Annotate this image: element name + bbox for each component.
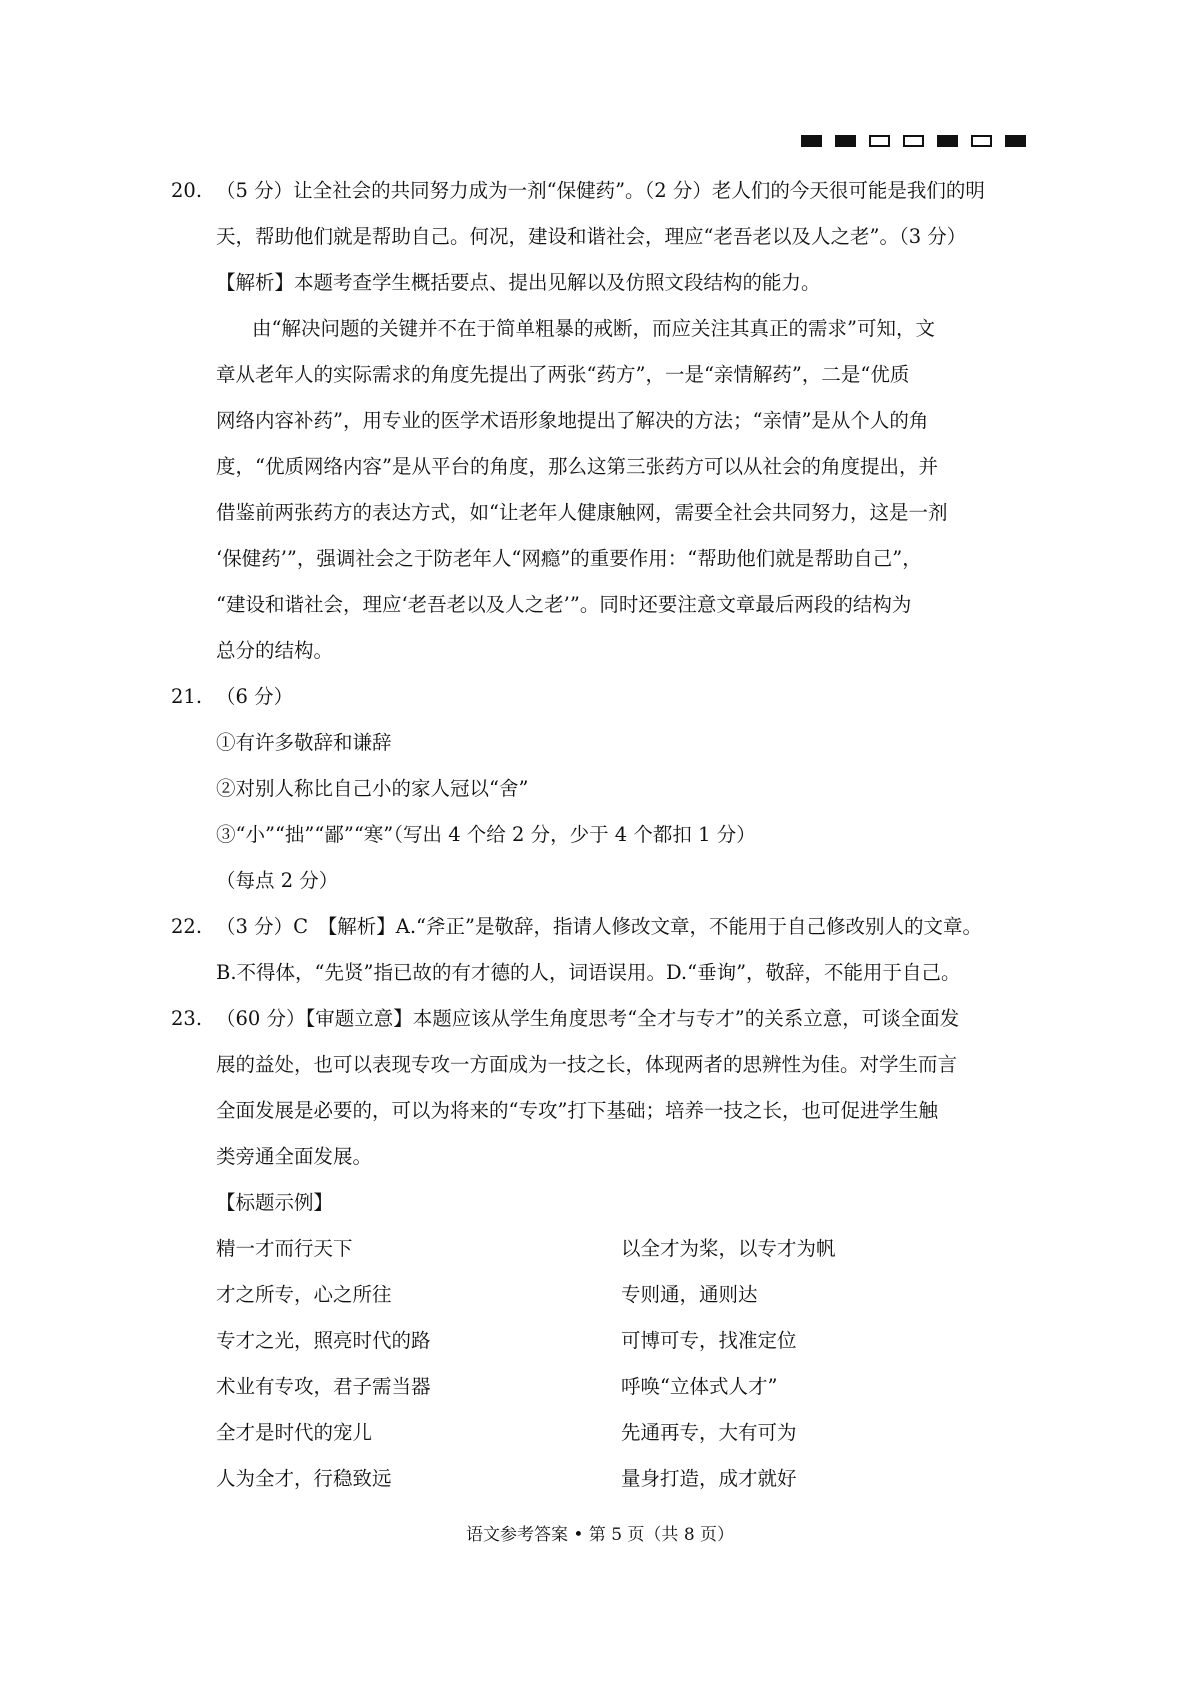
title-example-row [171, 1272, 1037, 1318]
title-example: 人为全才，行稳致远 [216, 1467, 392, 1490]
q23-answer-line: （60 分）【审题立意】本题应该从学生角度思考“全才与专才”的关系立意，可谈全面发 [216, 1007, 960, 1030]
title-example-row [171, 1410, 1037, 1456]
q21-note: （每点 2 分） [216, 869, 339, 892]
q22-answer-line1: （3 分）C 【解析】A.“斧正”是敬辞，指请人修改文章，不能用于自己修改别人的文章。 [216, 915, 982, 938]
q22-number: 22. [171, 915, 203, 938]
q20-explain-line: 度，“优质网络内容”是从平台的角度，那么这第三张药方可以从社会的角度提出，并 [216, 455, 938, 478]
title-example: 专则通，通则达 [621, 1283, 758, 1306]
title-example: 先通再专，大有可为 [621, 1421, 797, 1444]
q20-number: 20. [171, 179, 203, 202]
title-example: 量身打造，成才就好 [621, 1467, 797, 1490]
title-example: 术业有专攻，君子需当器 [216, 1375, 431, 1398]
q20-explain-line: ‘保健药’”，强调社会之于防老年人“网瘾”的重要作用：“帮助他们就是帮助自己”， [216, 547, 922, 570]
q20-analysis: 【解析】本题考查学生概括要点、提出见解以及仿照文段结构的能力。 [216, 271, 821, 294]
q23-line [171, 996, 1037, 1042]
header-mark [801, 135, 822, 147]
answer-content [171, 168, 1037, 1502]
q20-explain-line: 借鉴前两张药方的表达方式，如“让老年人健康触网，需要全社会共同努力，这是一剂 [216, 501, 948, 524]
q20-explain-line: 章从老年人的实际需求的角度先提出了两张“药方”，一是“亲情解药”，二是“优质 [216, 363, 910, 386]
q23-answer-line: 展的益处，也可以表现专攻一方面成为一技之长，体现两者的思辨性为佳。对学生而言 [216, 1053, 958, 1076]
q20-answer-line1: （5 分）让全社会的共同努力成为一剂“保健药”。（2 分）老人们的今天很可能是我们的明 [216, 179, 985, 202]
q20-explain-line: 总分的结构。 [216, 639, 334, 662]
header-mark [835, 135, 856, 147]
q20-answer-line2: 天，帮助他们就是帮助自己。何况，建设和谐社会，理应“老吾老以及人之老”。（3 分） [216, 225, 967, 248]
q23-answer-line: 全面发展是必要的，可以为将来的“专攻”打下基础；培养一技之长，也可促进学生触 [216, 1099, 938, 1122]
q22-line [171, 904, 1037, 950]
header-mark [1005, 135, 1026, 147]
title-example: 专才之光，照亮时代的路 [216, 1329, 431, 1352]
title-example-row [171, 1226, 1037, 1272]
q21-line [171, 674, 1037, 720]
header-mark [971, 135, 992, 147]
header-mark [937, 135, 958, 147]
q23-number: 23. [171, 1007, 203, 1030]
title-example-row [171, 1456, 1037, 1502]
q23-answer-line: 类旁通全面发展。 [216, 1145, 373, 1168]
title-example-row [171, 1364, 1037, 1410]
q20-line [171, 168, 1037, 214]
title-example: 精一才而行天下 [216, 1237, 353, 1260]
q21-point: ③“小”“拙”“鄙”“寒”（写出 4 个给 2 分，少于 4 个都扣 1 分） [216, 823, 756, 846]
title-example: 呼唤“立体式人才” [621, 1375, 778, 1398]
header-marks [801, 135, 1026, 147]
q20-explain-line: 由“解决问题的关键并不在于简单粗暴的戒断，而应关注其真正的需求”可知，文 [252, 317, 935, 340]
q20-explain-line: 网络内容补药”，用专业的医学术语形象地提出了解决的方法；“亲情”是从个人的角 [216, 409, 929, 432]
q21-point: ①有许多敬辞和谦辞 [216, 731, 392, 754]
q20-explain-line: “建设和谐社会，理应‘老吾老以及人之老’”。同时还要注意文章最后两段的结构为 [216, 593, 912, 616]
q21-point: ②对别人称比自己小的家人冠以“舍” [216, 777, 529, 800]
title-example: 可博可专，找准定位 [621, 1329, 797, 1352]
page-footer: 语文参考答案 • 第 5 页（共 8 页） [465, 1525, 735, 1545]
header-mark [869, 135, 890, 147]
q21-number: 21. [171, 685, 203, 708]
title-example: 才之所专，心之所往 [216, 1283, 392, 1306]
title-example: 全才是时代的宠儿 [216, 1421, 373, 1444]
q22-answer-line2: B.不得体，“先贤”指已故的有才德的人，词语误用。D.“垂询”，敬辞，不能用于自己。 [216, 961, 961, 984]
q21-score: （6 分） [216, 685, 294, 708]
title-example: 以全才为桨，以专才为帆 [621, 1237, 836, 1260]
q23-examples-heading: 【标题示例】 [216, 1191, 334, 1214]
title-example-row [171, 1318, 1037, 1364]
header-mark [903, 135, 924, 147]
